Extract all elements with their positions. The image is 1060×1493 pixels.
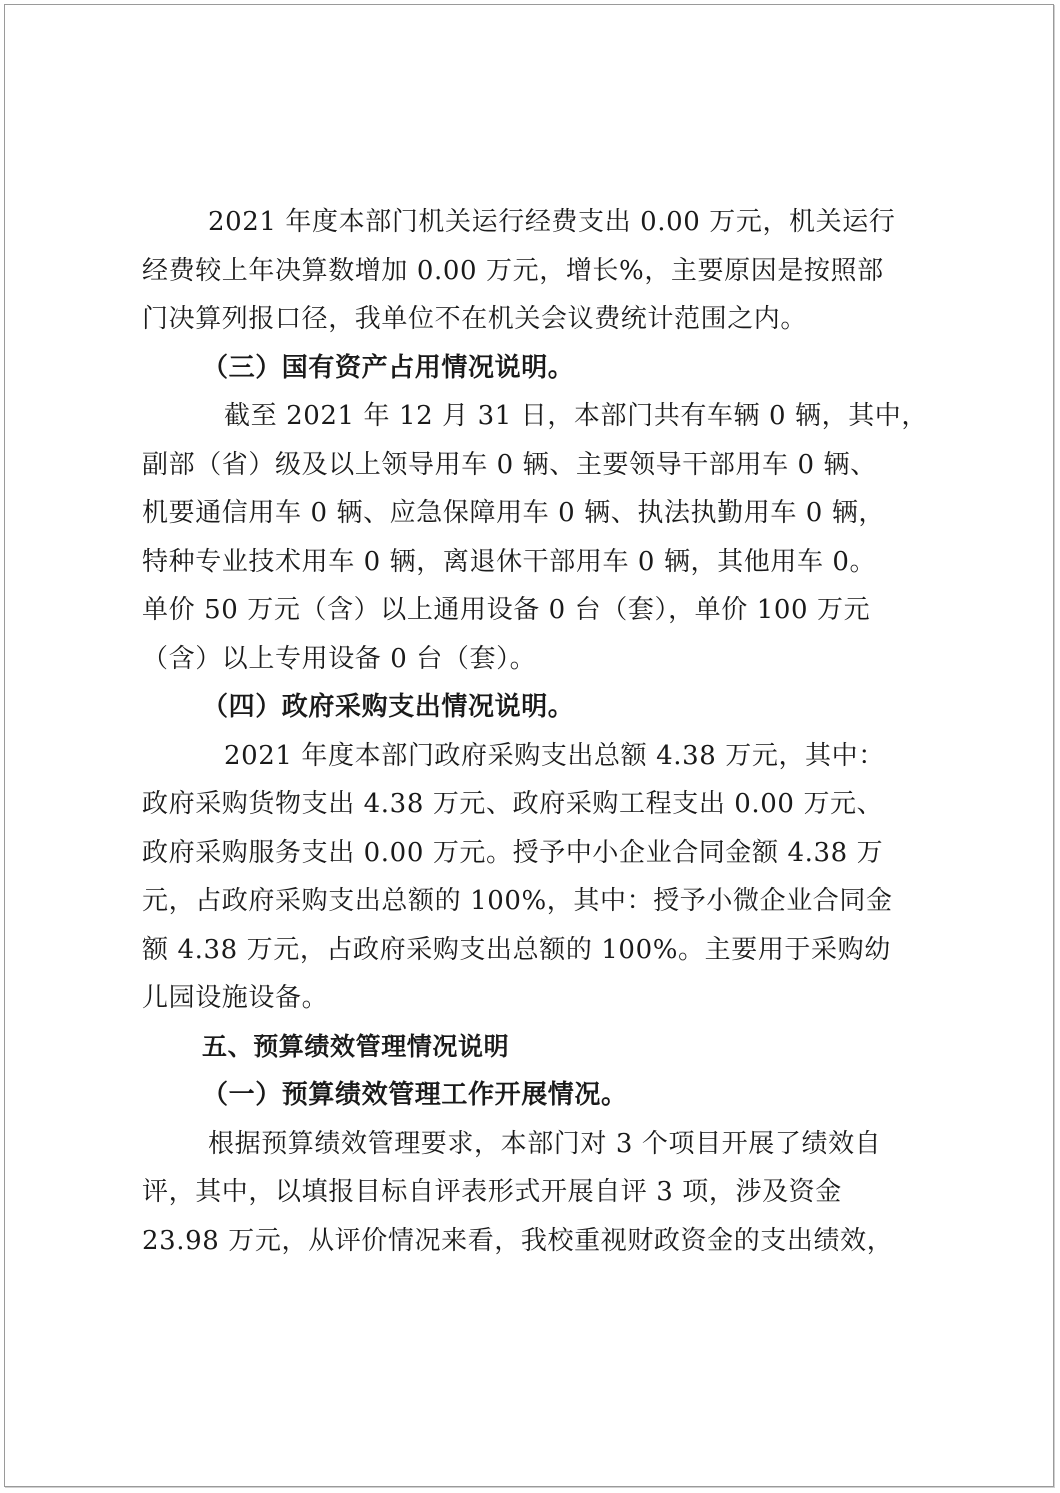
subsection-heading: （四）政府采购支出情况说明。 bbox=[202, 692, 575, 722]
paragraph-line: 政府采购货物支出 4.38 万元、政府采购工程支出 0.00 万元、 bbox=[142, 789, 884, 819]
document-body bbox=[142, 198, 942, 1265]
paragraph-line: 门决算列报口径，我单位不在机关会议费统计范围之内。 bbox=[142, 304, 808, 334]
subsection-heading: （一）预算绩效管理工作开展情况。 bbox=[202, 1080, 628, 1110]
paragraph-line: 儿园设施设备。 bbox=[142, 983, 329, 1013]
subsection-heading: （三）国有资产占用情况说明。 bbox=[202, 352, 575, 383]
paragraph-line: 2021 年度本部门政府采购支出总额 4.38 万元，其中： bbox=[224, 740, 885, 771]
paragraph-line: 根据预算绩效管理要求，本部门对 3 个项目开展了绩效自 bbox=[208, 1128, 882, 1159]
paragraph-line: 副部（省）级及以上领导用车 0 辆、主要领导干部用车 0 辆、 bbox=[142, 449, 877, 480]
paragraph-line: 单价 50 万元（含）以上通用设备 0 台（套），单价 100 万元 bbox=[142, 595, 871, 625]
paragraph-line: 2021 年度本部门机关运行经费支出 0.00 万元，机关运行 bbox=[208, 207, 896, 237]
paragraph-line: （含）以上专用设备 0 台（套）。 bbox=[142, 643, 537, 674]
paragraph-line: 机要通信用车 0 辆、应急保障用车 0 辆、执法执勤用车 0 辆， bbox=[142, 498, 886, 528]
paragraph-line: 元，占政府采购支出总额的 100%，其中：授予小微企业合同金 bbox=[142, 886, 893, 916]
paragraph-line: 政府采购服务支出 0.00 万元。授予中小企业合同金额 4.38 万 bbox=[142, 837, 884, 868]
paragraph-line: 额 4.38 万元，占政府采购支出总额的 100%。主要用于采购幼 bbox=[142, 934, 891, 965]
paragraph-line: 经费较上年决算数增加 0.00 万元，增长%，主要原因是按照部 bbox=[142, 255, 884, 286]
paragraph-line: 评，其中，以填报目标自评表形式开展自评 3 项，涉及资金 bbox=[142, 1177, 842, 1207]
paragraph-line: 截至 2021 年 12 月 31 日，本部门共有车辆 0 辆，其中， bbox=[224, 401, 928, 431]
section-heading: 五、预算绩效管理情况说明 bbox=[202, 1031, 510, 1061]
paragraph-line: 特种专业技术用车 0 辆，离退休干部用车 0 辆，其他用车 0。 bbox=[142, 546, 877, 577]
paragraph-line: 23.98 万元，从评价情况来看，我校重视财政资金的支出绩效， bbox=[142, 1225, 894, 1256]
